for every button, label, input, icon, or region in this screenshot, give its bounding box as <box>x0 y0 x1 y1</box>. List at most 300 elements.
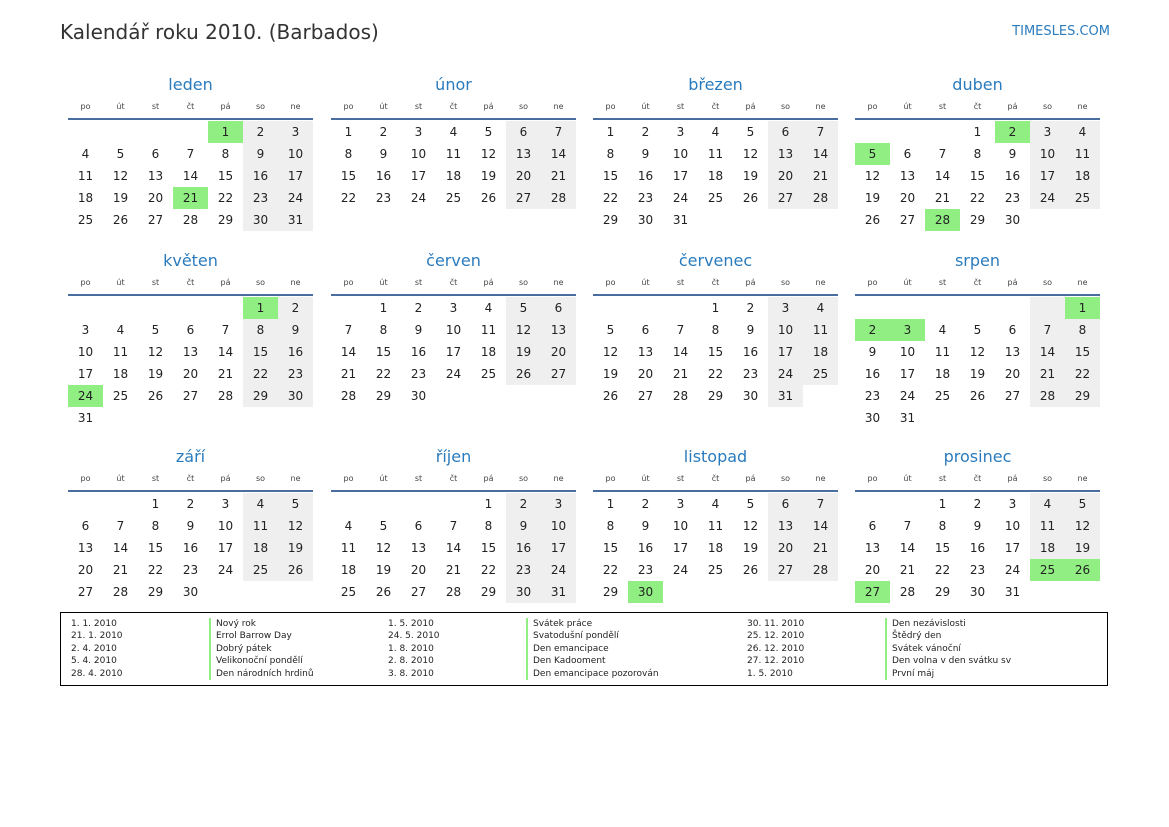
empty-cell <box>855 297 890 319</box>
day-cell: 19 <box>969 367 986 381</box>
holiday-row <box>71 630 314 642</box>
day-cell: 20 <box>147 191 164 205</box>
day-cell: 20 <box>410 563 427 577</box>
day-cell: 14 <box>340 345 357 359</box>
weekday-label: st <box>938 278 947 287</box>
day-cell: 17 <box>899 367 916 381</box>
weekday-header <box>593 99 838 115</box>
weekday-header <box>855 471 1100 487</box>
day-cell: 19 <box>602 367 619 381</box>
month-name: leden <box>168 75 213 94</box>
weekday-label: so <box>518 474 529 483</box>
holiday-row <box>388 618 659 630</box>
weekday-label: pá <box>1007 102 1018 111</box>
weekday-label: ne <box>553 278 564 287</box>
day-cell: 24 <box>410 191 427 205</box>
day-cell: 16 <box>278 341 313 363</box>
empty-cell <box>855 493 890 515</box>
weekday-header <box>855 99 1100 115</box>
empty-cell <box>366 493 401 515</box>
day-cell: 13 <box>77 541 94 555</box>
month-11 <box>593 446 838 603</box>
day-cell: 18 <box>707 169 724 183</box>
day-cell: 24 <box>445 367 462 381</box>
holiday-row <box>388 655 659 667</box>
month-10 <box>331 446 576 603</box>
day-cell: 29 <box>969 213 986 227</box>
day-grid <box>331 493 576 603</box>
empty-cell <box>436 493 471 515</box>
day-cell: 11 <box>803 319 838 341</box>
day-cell: 20 <box>899 191 916 205</box>
month-rule <box>68 118 313 120</box>
day-cell: 5 <box>973 323 982 337</box>
day-cell: 27 <box>541 363 576 385</box>
day-cell: 5 <box>116 147 125 161</box>
holiday-date: 2. 4. 2010 <box>71 643 117 654</box>
day-cell: 25 <box>1030 559 1065 581</box>
holiday-row <box>71 618 314 630</box>
weekday-label: st <box>676 474 685 483</box>
empty-cell <box>925 121 960 143</box>
day-cell: 26 <box>969 389 986 403</box>
day-cell: 9 <box>641 519 650 533</box>
weekday-label: pá <box>483 102 494 111</box>
day-cell: 1 <box>973 125 982 139</box>
holiday-date: 5. 4. 2010 <box>71 656 117 667</box>
day-cell: 10 <box>541 515 576 537</box>
day-cell: 17 <box>672 169 689 183</box>
holiday-row <box>71 668 314 680</box>
day-cell: 2 <box>278 297 313 319</box>
day-cell: 28 <box>541 187 576 209</box>
day-cell: 18 <box>803 341 838 363</box>
holiday-name: Den volna v den svátku sv <box>885 655 1011 667</box>
day-cell: 28 <box>803 187 838 209</box>
day-cell: 25 <box>243 559 278 581</box>
day-cell: 29 <box>934 585 951 599</box>
day-grid <box>855 493 1100 603</box>
day-cell: 27 <box>768 187 803 209</box>
month-3 <box>593 74 838 231</box>
weekday-label: po <box>605 278 616 287</box>
empty-cell <box>138 297 173 319</box>
weekday-header <box>855 275 1100 291</box>
day-cell: 3 <box>449 301 458 315</box>
holiday-row <box>388 643 659 655</box>
weekday-label: pá <box>1007 474 1018 483</box>
day-cell: 15 <box>480 541 497 555</box>
page-title: Kalendář roku 2010. (Barbados) <box>60 20 379 44</box>
day-cell: 6 <box>81 519 90 533</box>
day-cell: 23 <box>182 563 199 577</box>
month-rule <box>331 294 576 296</box>
day-cell: 29 <box>707 389 724 403</box>
weekday-label: pá <box>1007 278 1018 287</box>
day-cell: 1 <box>938 497 947 511</box>
day-cell: 10 <box>445 323 462 337</box>
weekday-label: pá <box>483 278 494 287</box>
day-cell: 13 <box>410 541 427 555</box>
day-cell: 26 <box>112 213 129 227</box>
day-cell: 23 <box>742 367 759 381</box>
month-8 <box>855 250 1100 429</box>
day-cell: 7 <box>676 323 685 337</box>
empty-cell <box>68 121 103 143</box>
day-cell: 17 <box>77 367 94 381</box>
weekday-label: ne <box>290 474 301 483</box>
day-cell: 11 <box>445 147 462 161</box>
weekday-label: ne <box>290 102 301 111</box>
day-cell: 30 <box>182 585 199 599</box>
day-cell: 27 <box>410 585 427 599</box>
weekday-label: pá <box>745 278 756 287</box>
day-cell: 14 <box>112 541 129 555</box>
weekday-header <box>593 471 838 487</box>
day-cell: 8 <box>344 147 353 161</box>
day-cell: 5 <box>1065 493 1100 515</box>
day-grid <box>68 297 313 429</box>
day-cell: 3 <box>676 125 685 139</box>
day-cell: 10 <box>672 147 689 161</box>
day-cell: 31 <box>278 209 313 231</box>
site-link[interactable]: TIMESLES.COM <box>1012 24 1110 39</box>
weekday-label: út <box>379 474 388 483</box>
day-cell: 9 <box>641 147 650 161</box>
month-rule <box>331 490 576 492</box>
day-cell: 25 <box>77 213 94 227</box>
day-cell: 26 <box>742 191 759 205</box>
empty-cell <box>68 493 103 515</box>
holiday-name: Den Kadooment <box>526 655 606 667</box>
empty-cell <box>331 297 366 319</box>
weekday-label: út <box>641 474 650 483</box>
day-cell: 4 <box>243 493 278 515</box>
holiday-date: 27. 12. 2010 <box>747 656 805 667</box>
day-cell: 20 <box>768 537 803 559</box>
day-cell: 28 <box>182 213 199 227</box>
day-cell: 6 <box>151 147 160 161</box>
day-cell: 21 <box>340 367 357 381</box>
weekday-label: so <box>255 278 266 287</box>
day-cell: 14 <box>803 515 838 537</box>
month-rule <box>855 490 1100 492</box>
day-cell: 6 <box>768 493 803 515</box>
day-cell: 10 <box>672 519 689 533</box>
day-cell: 28 <box>672 389 689 403</box>
day-cell: 9 <box>1008 147 1017 161</box>
day-cell: 9 <box>278 319 313 341</box>
weekday-label: čt <box>711 102 720 111</box>
day-cell: 10 <box>410 147 427 161</box>
day-cell: 8 <box>379 323 388 337</box>
day-cell: 15 <box>147 541 164 555</box>
day-cell: 1 <box>151 497 160 511</box>
day-cell: 3 <box>890 319 925 341</box>
day-cell: 20 <box>182 367 199 381</box>
day-cell: 26 <box>1065 559 1100 581</box>
empty-cell <box>401 493 436 515</box>
day-cell: 24 <box>1030 187 1065 209</box>
day-cell: 30 <box>506 581 541 603</box>
day-grid <box>68 121 313 231</box>
day-cell: 31 <box>768 385 803 407</box>
weekday-label: ne <box>553 474 564 483</box>
day-cell: 6 <box>506 121 541 143</box>
day-cell: 3 <box>676 497 685 511</box>
month-5 <box>68 250 313 429</box>
holiday-row <box>388 668 659 680</box>
day-cell: 7 <box>803 493 838 515</box>
holiday-row <box>747 630 1011 642</box>
empty-cell <box>208 297 243 319</box>
day-cell: 21 <box>803 537 838 559</box>
month-name: září <box>175 447 206 466</box>
day-cell: 19 <box>506 341 541 363</box>
day-cell: 6 <box>903 147 912 161</box>
day-cell: 14 <box>1030 341 1065 363</box>
day-cell: 9 <box>186 519 195 533</box>
day-cell: 8 <box>711 323 720 337</box>
day-cell: 14 <box>672 345 689 359</box>
day-cell: 3 <box>541 493 576 515</box>
month-4 <box>855 74 1100 231</box>
day-grid <box>593 297 838 407</box>
day-cell: 13 <box>1004 345 1021 359</box>
empty-cell <box>925 297 960 319</box>
weekday-label: čt <box>711 474 720 483</box>
day-cell: 12 <box>742 519 759 533</box>
day-cell: 17 <box>768 341 803 363</box>
weekday-label: čt <box>973 102 982 111</box>
day-cell: 29 <box>602 213 619 227</box>
day-cell: 15 <box>707 345 724 359</box>
day-cell: 4 <box>484 301 493 315</box>
day-cell: 14 <box>217 345 234 359</box>
weekday-label: so <box>780 474 791 483</box>
day-cell: 19 <box>375 563 392 577</box>
day-cell: 28 <box>340 389 357 403</box>
day-cell: 25 <box>340 585 357 599</box>
day-cell: 24 <box>541 559 576 581</box>
holiday-name: Den emancipace pozorován <box>526 668 659 680</box>
day-cell: 12 <box>1065 515 1100 537</box>
day-cell: 2 <box>414 301 423 315</box>
day-cell: 19 <box>864 191 881 205</box>
day-cell: 22 <box>375 367 392 381</box>
day-cell: 30 <box>742 389 759 403</box>
day-cell: 2 <box>506 493 541 515</box>
day-cell: 15 <box>1065 341 1100 363</box>
day-cell: 23 <box>969 563 986 577</box>
weekday-label: čt <box>186 102 195 111</box>
day-cell: 20 <box>637 367 654 381</box>
day-cell: 29 <box>602 585 619 599</box>
holiday-date: 28. 4. 2010 <box>71 668 123 679</box>
day-cell: 27 <box>1004 389 1021 403</box>
day-cell: 1 <box>344 125 353 139</box>
day-cell: 13 <box>637 345 654 359</box>
day-cell: 14 <box>541 143 576 165</box>
day-cell: 27 <box>182 389 199 403</box>
day-cell: 20 <box>77 563 94 577</box>
day-cell: 18 <box>445 169 462 183</box>
weekday-label: út <box>116 474 125 483</box>
day-cell: 21 <box>672 367 689 381</box>
month-name: červen <box>426 251 481 270</box>
day-cell: 27 <box>855 581 890 603</box>
day-cell: 25 <box>445 191 462 205</box>
weekday-label: so <box>255 474 266 483</box>
day-cell: 12 <box>506 319 541 341</box>
day-cell: 27 <box>768 559 803 581</box>
empty-cell <box>103 297 138 319</box>
weekday-label: út <box>379 278 388 287</box>
empty-cell <box>1030 297 1065 319</box>
day-cell: 13 <box>506 143 541 165</box>
month-name: listopad <box>683 447 748 466</box>
day-cell: 21 <box>173 187 208 209</box>
weekday-label: po <box>343 278 354 287</box>
day-cell: 21 <box>803 165 838 187</box>
day-cell: 31 <box>899 411 916 425</box>
day-cell: 15 <box>602 169 619 183</box>
day-cell: 21 <box>112 563 129 577</box>
day-cell: 14 <box>934 169 951 183</box>
day-cell: 10 <box>278 143 313 165</box>
weekday-label: ne <box>290 278 301 287</box>
weekday-label: so <box>255 102 266 111</box>
day-cell: 24 <box>217 563 234 577</box>
day-cell: 4 <box>449 125 458 139</box>
day-cell: 22 <box>934 563 951 577</box>
day-cell: 18 <box>480 345 497 359</box>
empty-cell <box>173 297 208 319</box>
weekday-label: so <box>1042 474 1053 483</box>
day-cell: 3 <box>221 497 230 511</box>
day-grid <box>68 493 313 603</box>
day-cell: 27 <box>147 213 164 227</box>
weekday-label: st <box>414 278 423 287</box>
holiday-date: 2. 8. 2010 <box>388 656 434 667</box>
day-cell: 5 <box>484 125 493 139</box>
day-cell: 19 <box>112 191 129 205</box>
day-cell: 9 <box>414 323 423 337</box>
day-cell: 21 <box>541 165 576 187</box>
weekday-label: st <box>676 278 685 287</box>
weekday-label: st <box>938 474 947 483</box>
day-cell: 23 <box>375 191 392 205</box>
day-grid <box>593 121 838 231</box>
day-cell: 30 <box>278 385 313 407</box>
day-cell: 26 <box>480 191 497 205</box>
weekday-label: so <box>518 102 529 111</box>
day-cell: 11 <box>1065 143 1100 165</box>
day-cell: 9 <box>506 515 541 537</box>
day-grid <box>855 121 1100 231</box>
day-cell: 10 <box>77 345 94 359</box>
weekday-label: ne <box>815 102 826 111</box>
month-1 <box>68 74 313 231</box>
day-cell: 5 <box>506 297 541 319</box>
day-cell: 1 <box>484 497 493 511</box>
weekday-label: ne <box>815 278 826 287</box>
day-cell: 3 <box>81 323 90 337</box>
day-cell: 21 <box>445 563 462 577</box>
day-cell: 12 <box>112 169 129 183</box>
day-cell: 3 <box>414 125 423 139</box>
day-cell: 13 <box>541 319 576 341</box>
day-cell: 23 <box>1004 191 1021 205</box>
holiday-row <box>71 643 314 655</box>
day-cell: 6 <box>1008 323 1017 337</box>
weekday-label: út <box>641 102 650 111</box>
empty-cell <box>138 121 173 143</box>
day-cell: 24 <box>768 363 803 385</box>
day-cell: 25 <box>934 389 951 403</box>
day-cell: 12 <box>742 147 759 161</box>
day-cell: 24 <box>68 385 103 407</box>
day-cell: 23 <box>506 559 541 581</box>
holiday-name: Velikonoční pondělí <box>209 655 303 667</box>
day-cell: 2 <box>243 121 278 143</box>
day-cell: 19 <box>742 541 759 555</box>
weekday-label: čt <box>449 102 458 111</box>
empty-cell <box>855 121 890 143</box>
day-cell: 14 <box>899 541 916 555</box>
day-cell: 6 <box>868 519 877 533</box>
day-cell: 24 <box>672 191 689 205</box>
day-cell: 13 <box>768 143 803 165</box>
day-cell: 22 <box>217 191 234 205</box>
day-cell: 16 <box>864 367 881 381</box>
day-cell: 7 <box>803 121 838 143</box>
day-cell: 29 <box>1065 385 1100 407</box>
weekday-label: čt <box>186 474 195 483</box>
day-cell: 22 <box>147 563 164 577</box>
day-cell: 21 <box>217 367 234 381</box>
month-name: červenec <box>678 251 753 270</box>
day-cell: 15 <box>340 169 357 183</box>
weekday-label: čt <box>711 278 720 287</box>
day-cell: 12 <box>602 345 619 359</box>
day-cell: 17 <box>672 541 689 555</box>
day-cell: 5 <box>746 497 755 511</box>
weekday-label: út <box>903 102 912 111</box>
day-cell: 13 <box>864 541 881 555</box>
day-cell: 20 <box>541 341 576 363</box>
day-cell: 28 <box>803 559 838 581</box>
day-cell: 28 <box>925 209 960 231</box>
day-cell: 11 <box>480 323 497 337</box>
day-cell: 24 <box>899 389 916 403</box>
day-cell: 22 <box>602 191 619 205</box>
weekday-label: ne <box>553 102 564 111</box>
weekday-label: ne <box>1077 278 1088 287</box>
weekday-label: st <box>151 102 160 111</box>
day-cell: 15 <box>969 169 986 183</box>
day-cell: 20 <box>1004 367 1021 381</box>
weekday-header <box>68 471 313 487</box>
empty-cell <box>960 297 995 319</box>
day-cell: 7 <box>116 519 125 533</box>
weekday-label: st <box>151 278 160 287</box>
holiday-column-2 <box>388 618 659 680</box>
day-cell: 1 <box>1065 297 1100 319</box>
day-cell: 26 <box>742 563 759 577</box>
day-cell: 23 <box>637 563 654 577</box>
day-cell: 16 <box>182 541 199 555</box>
